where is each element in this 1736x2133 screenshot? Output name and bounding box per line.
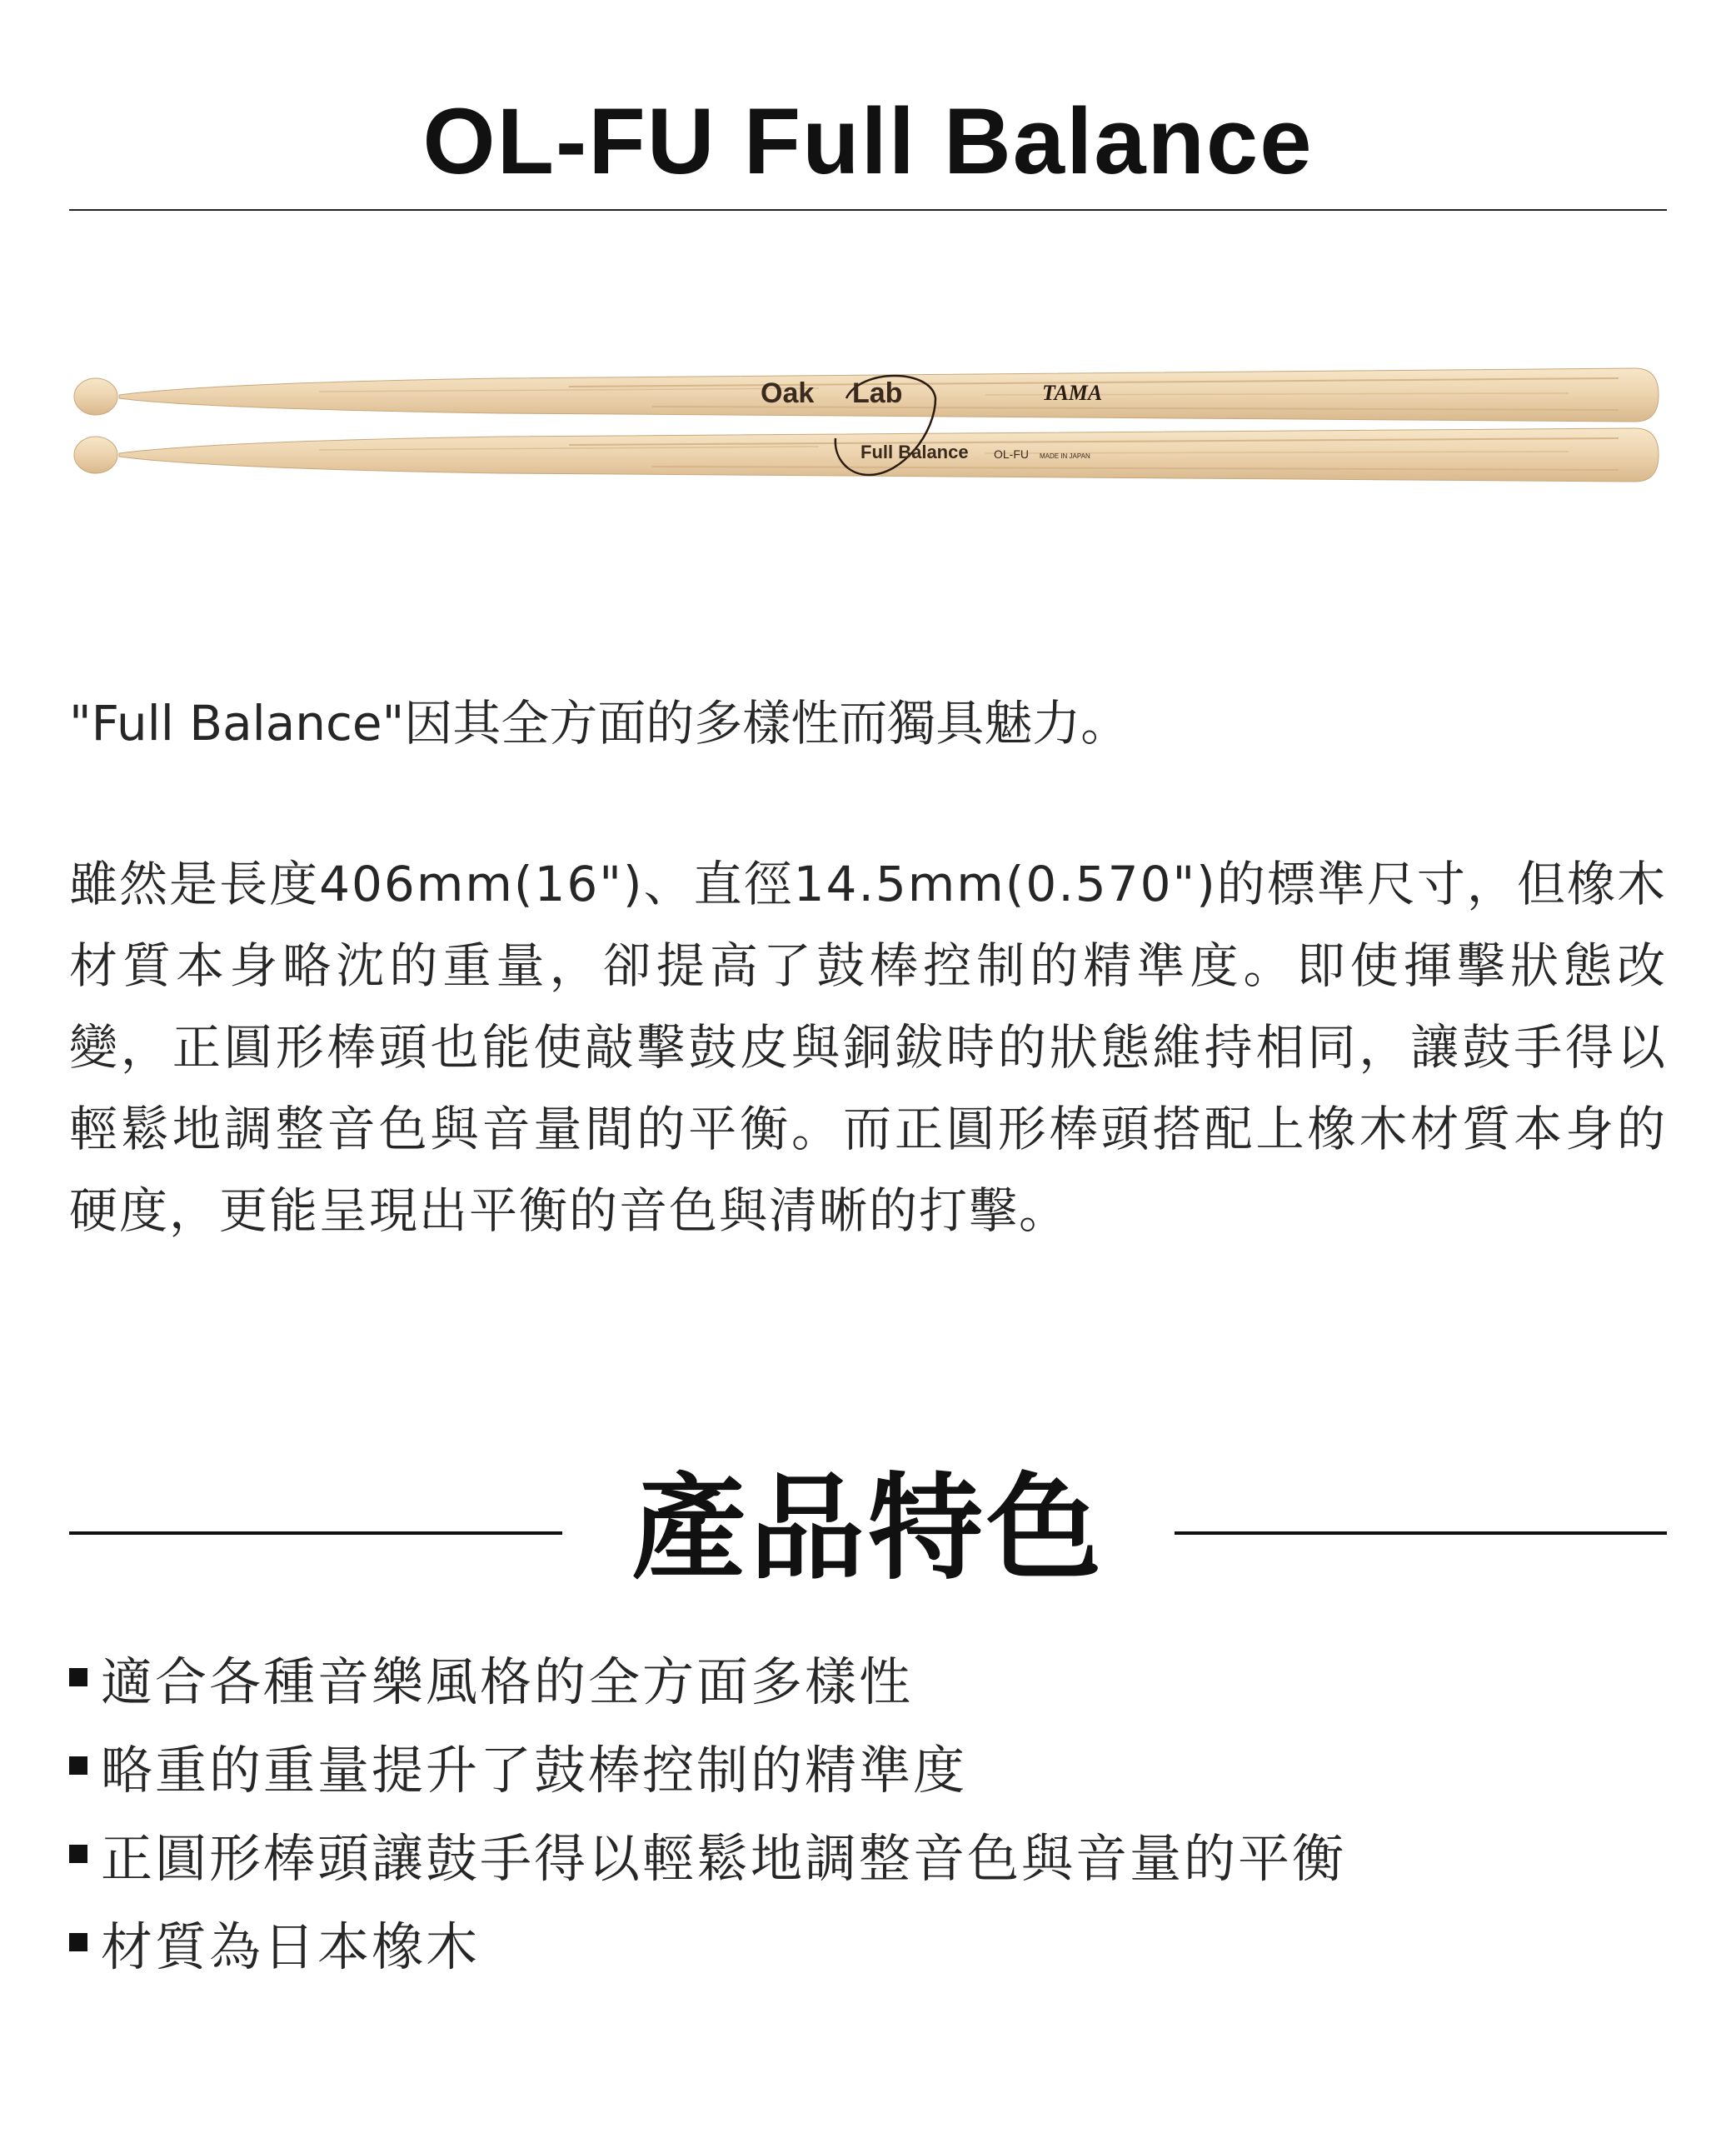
bullet-icon xyxy=(69,1756,87,1775)
features-heading: 產品特色 xyxy=(631,1461,1105,1596)
logo-oak-text: Oak xyxy=(761,377,815,409)
feature-text: 略重的重量提升了鼓棒控制的精準度 xyxy=(101,1739,968,1801)
features-list xyxy=(69,1633,1346,1986)
feature-item xyxy=(69,1633,1346,1721)
feature-text: 適合各種音樂風格的全方面多樣性 xyxy=(101,1651,914,1712)
feature-text: 正圓形棒頭讓鼓手得以輕鬆地調整音色與音量的平衡 xyxy=(101,1827,1347,1889)
page-title: OL-FU Full Balance xyxy=(422,89,1314,193)
description-paragraph: 雖然是長度406mm(16")、直徑14.5mm(0.570")的標準尺寸，但橡木材質本身略沈的重量，卻提高了鼓棒控制的精準度。即使揮擊狀態改變，正圓形棒頭也能使敲擊鼓皮與銅鈸時的狀態維持相同，讓鼓手得以輕鬆地調整音色與音量間的平衡。而正圓形棒頭搭配上橡木材質本身的硬度，更能呈現出平衡的音色與清晰的打擊。 xyxy=(69,856,1667,1239)
feature-text: 材質為日本橡木 xyxy=(101,1916,481,1977)
feature-item xyxy=(69,1898,1346,1986)
feature-item xyxy=(69,1810,1346,1898)
logo-lab-text: Lab xyxy=(852,377,903,409)
feature-item xyxy=(69,1721,1346,1810)
bullet-icon xyxy=(69,1933,87,1951)
bullet-icon xyxy=(69,1668,87,1686)
drumsticks-image xyxy=(69,358,1667,492)
model-code-text: OL-FU xyxy=(994,447,1029,461)
intro-text: "Full Balance"因其全方面的多樣性而獨具魅力。 xyxy=(69,695,1130,752)
origin-text: MADE IN JAPAN xyxy=(1040,452,1090,460)
title-divider xyxy=(69,209,1667,211)
bullet-icon xyxy=(69,1845,87,1863)
section-divider-right xyxy=(1175,1531,1667,1535)
model-text: Full Balance xyxy=(861,442,969,462)
brand-text: TAMA xyxy=(1042,381,1103,405)
